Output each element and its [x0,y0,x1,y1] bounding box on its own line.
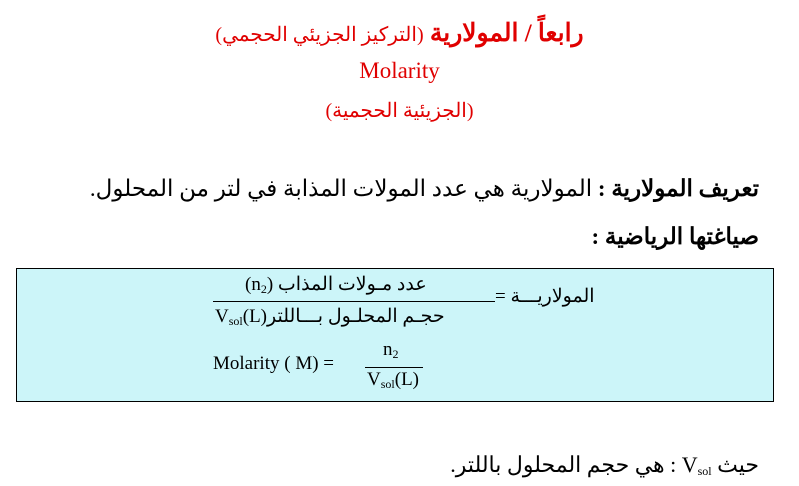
formula-en-denominator: $V_{sol}(L)$ [367,369,420,391]
formula-en-label: Molarity ( M) = [213,353,335,374]
where-text: : هي حجم المحلول باللتر. [450,452,677,477]
subtitle-arabic: (الجزيئية الحجمية) [325,100,474,122]
formula-box [16,268,774,402]
formula-ar-fraction-bar [213,301,495,302]
definition-line [90,176,759,202]
where-line [450,452,759,479]
definition-term: تعريف المولارية : [597,176,759,201]
where-prefix: حيث [711,452,759,477]
where-symbol: $V_{sol}$ [681,452,712,478]
title-main: رابعاً / المولارية [429,20,584,47]
formula-ar-label: المولاريـــة = [495,286,595,307]
formula-ar-denominator: $V_{sol}(L)حجـم$ المحلـول بـــاللتر [215,306,445,328]
formula-ar-numerator: $(n_2)$ عدد مـولات المذاب [245,274,427,296]
formula-heading: صياغتها الرياضية : [591,224,759,249]
formula-en-numerator: $n_2$ [383,339,399,361]
subtitle-english: Molarity [359,58,440,83]
definition-text: المولارية هي عدد المولات المذابة في لتر من المحلول. [89,176,598,201]
formula-en-fraction-bar [365,367,423,368]
page-title [0,18,799,48]
title-parenthetical: (التركيز الجزيئي الحجمي) [215,24,424,46]
